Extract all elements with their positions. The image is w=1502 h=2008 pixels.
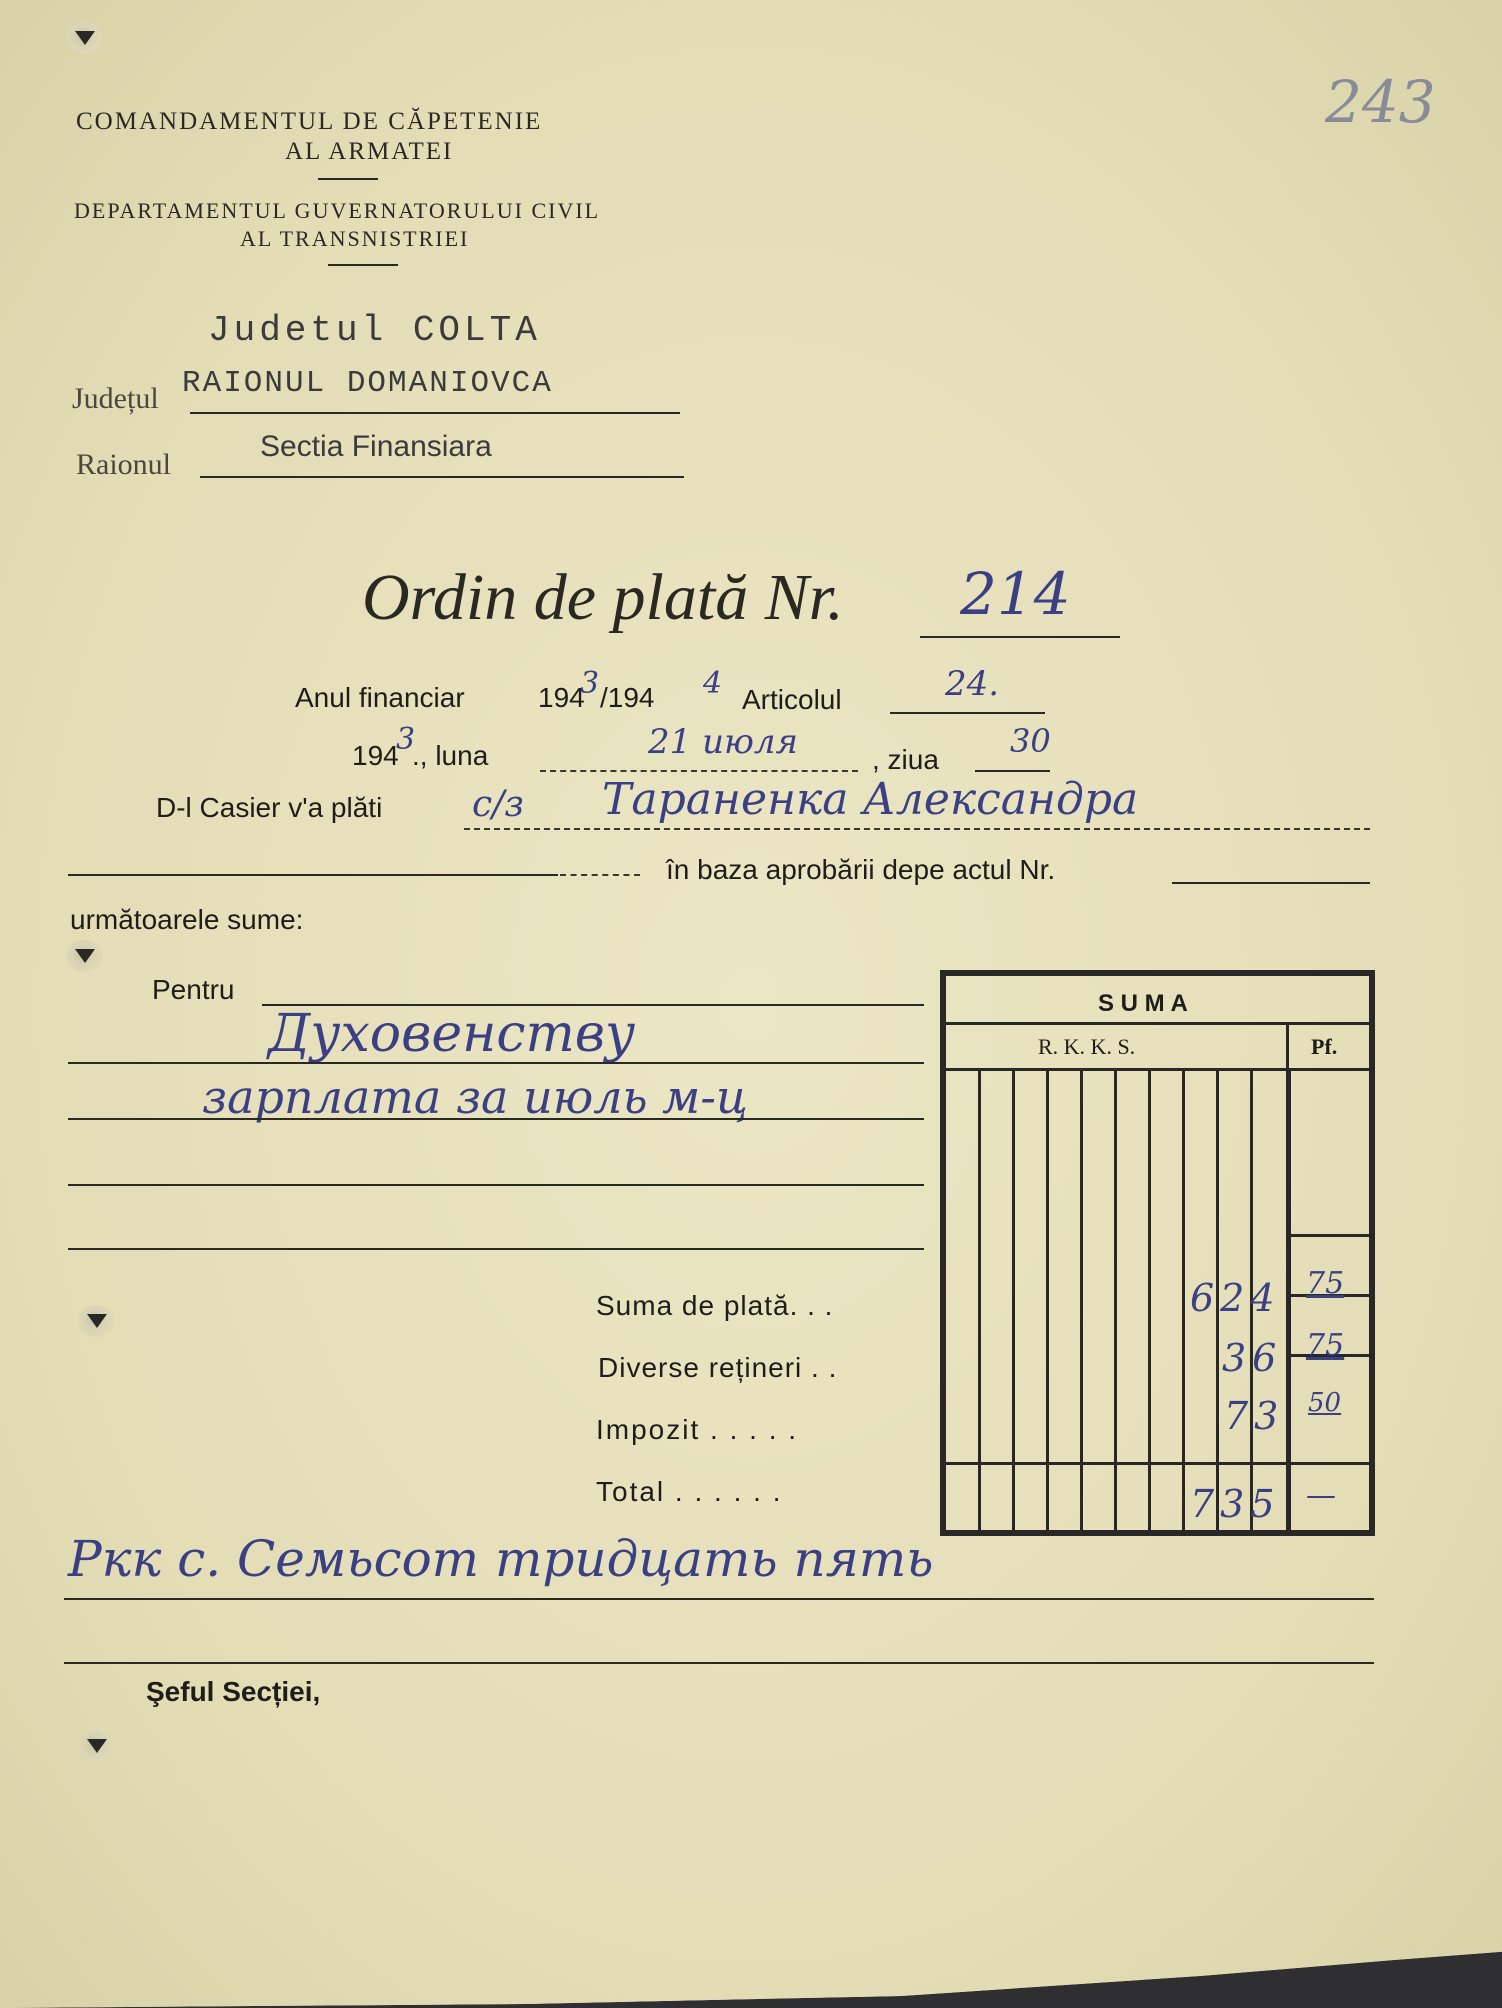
articolul-label: Articolul <box>742 684 842 715</box>
row-label-total: Total . . . . . . <box>596 1476 783 1507</box>
articolul-line <box>890 712 1045 714</box>
header-line-3: DEPARTAMENTUL GUVERNATORULUI CIVIL <box>74 198 601 223</box>
col-line-10 <box>1286 1068 1291 1530</box>
pentru-line-4 <box>68 1248 924 1250</box>
date-year-prefix: 194 <box>352 740 399 771</box>
luna-value: 21 июля <box>648 722 799 762</box>
punch-hole-lower-mid <box>78 1305 114 1337</box>
suma-header-divider <box>946 1068 1369 1071</box>
row-label-suma: Suma de plată. . . <box>596 1290 834 1321</box>
pentru-label: Pentru <box>152 974 235 1005</box>
value-sub-suma: 75 <box>1306 1266 1345 1301</box>
payee-label: D-l Casier v'a plăti <box>156 792 383 823</box>
value-sub-impozit: 50 <box>1308 1388 1342 1418</box>
order-number: 214 <box>960 560 1071 628</box>
ziua-line <box>975 770 1050 772</box>
col-line-2 <box>1012 1068 1015 1530</box>
year-start-digit: 3 <box>580 666 600 701</box>
punch-hole-bottom <box>78 1730 114 1762</box>
judetul-line <box>190 412 680 414</box>
payee-prefix: с/з <box>472 784 524 825</box>
col-line-1 <box>978 1068 981 1530</box>
row-label-diverse: Diverse rețineri . . <box>598 1352 838 1383</box>
header-line-1: COMANDAMENTUL DE CĂPETENIE <box>76 108 543 135</box>
amount-line-2 <box>64 1662 1374 1664</box>
row-sep-1 <box>1286 1234 1369 1237</box>
suma-col-main: R. K. K. S. <box>1038 1034 1136 1059</box>
anul-label: Anul financiar <box>295 682 465 713</box>
pentru-line-3 <box>68 1184 924 1186</box>
ziua-value: 30 <box>1010 722 1051 760</box>
punch-hole-top <box>66 22 102 54</box>
value-main-diverse: 36 <box>1222 1336 1283 1380</box>
value-main-suma: 624 <box>1190 1276 1281 1320</box>
payee-name: Тараненка Александра <box>602 774 1139 825</box>
pentru-text-2: зарплата за июль м-ц <box>202 1070 748 1124</box>
ziua-label: , ziua <box>872 744 939 775</box>
page-title: Ordin de plată Nr. <box>362 561 844 634</box>
value-main-impozit: 73 <box>1224 1394 1285 1438</box>
header-line-4: AL TRANSNISTRIEI <box>240 226 470 251</box>
luna-label: ., luna <box>412 740 489 771</box>
row-label-impozit: Impozit . . . . . <box>596 1414 799 1445</box>
signature-label: Şeful Secției, <box>146 1676 321 1707</box>
row-sep-4 <box>946 1462 1369 1465</box>
header-divider-2 <box>328 264 398 266</box>
approval-label: în baza aprobării depe actul Nr. <box>666 854 1056 885</box>
col-line-7 <box>1182 1068 1185 1530</box>
pentru-line-2 <box>68 1118 924 1120</box>
payee-line <box>464 828 1370 830</box>
suma-title-divider <box>946 1022 1369 1025</box>
date-year-digit: 3 <box>396 722 416 757</box>
approval-line-left <box>68 874 558 876</box>
value-sub-total: — <box>1306 1478 1336 1513</box>
amount-line <box>64 1598 1374 1600</box>
year-separator: /194 <box>600 682 655 713</box>
col-line-5 <box>1114 1068 1117 1530</box>
suma-header-split <box>1286 1022 1289 1068</box>
punch-hole-upper-mid <box>66 940 102 972</box>
judetul-label: Județul <box>72 382 159 415</box>
suma-table <box>940 970 1375 1536</box>
order-number-line <box>920 636 1120 638</box>
col-line-6 <box>1148 1068 1151 1530</box>
stamp-section: Sectia Finansiara <box>260 430 492 463</box>
value-main-total: 735 <box>1190 1482 1281 1526</box>
archive-page-number: 243 <box>1325 68 1436 136</box>
header-divider-1 <box>318 178 378 180</box>
raionul-label: Raionul <box>76 448 171 481</box>
pentru-text-1: Духовенству <box>268 1004 636 1064</box>
year-end-digit: 4 <box>703 666 723 701</box>
pentru-line-1 <box>68 1062 924 1064</box>
col-line-4 <box>1080 1068 1083 1530</box>
value-sub-diverse: 75 <box>1306 1328 1345 1363</box>
approval-line-right <box>1172 882 1370 884</box>
col-line-3 <box>1046 1068 1049 1530</box>
header-line-2: AL ARMATEI <box>285 138 454 165</box>
stamp-county: Judetul COLTA <box>208 310 541 351</box>
stamp-district: RAIONUL DOMANIOVCA <box>182 366 553 401</box>
approval-line-left-dash <box>560 874 640 876</box>
articolul-value: 24. <box>945 664 1000 704</box>
suma-title: S U M A <box>1098 990 1188 1017</box>
raionul-line <box>200 476 684 478</box>
luna-line <box>540 770 858 772</box>
suma-col-sub: Pf. <box>1311 1034 1338 1059</box>
amount-in-words: Ркк с. Семьсот тридцать пять <box>68 1530 934 1588</box>
sums-label: următoarele sume: <box>70 904 304 935</box>
year-start-prefix: 194 <box>538 682 585 713</box>
